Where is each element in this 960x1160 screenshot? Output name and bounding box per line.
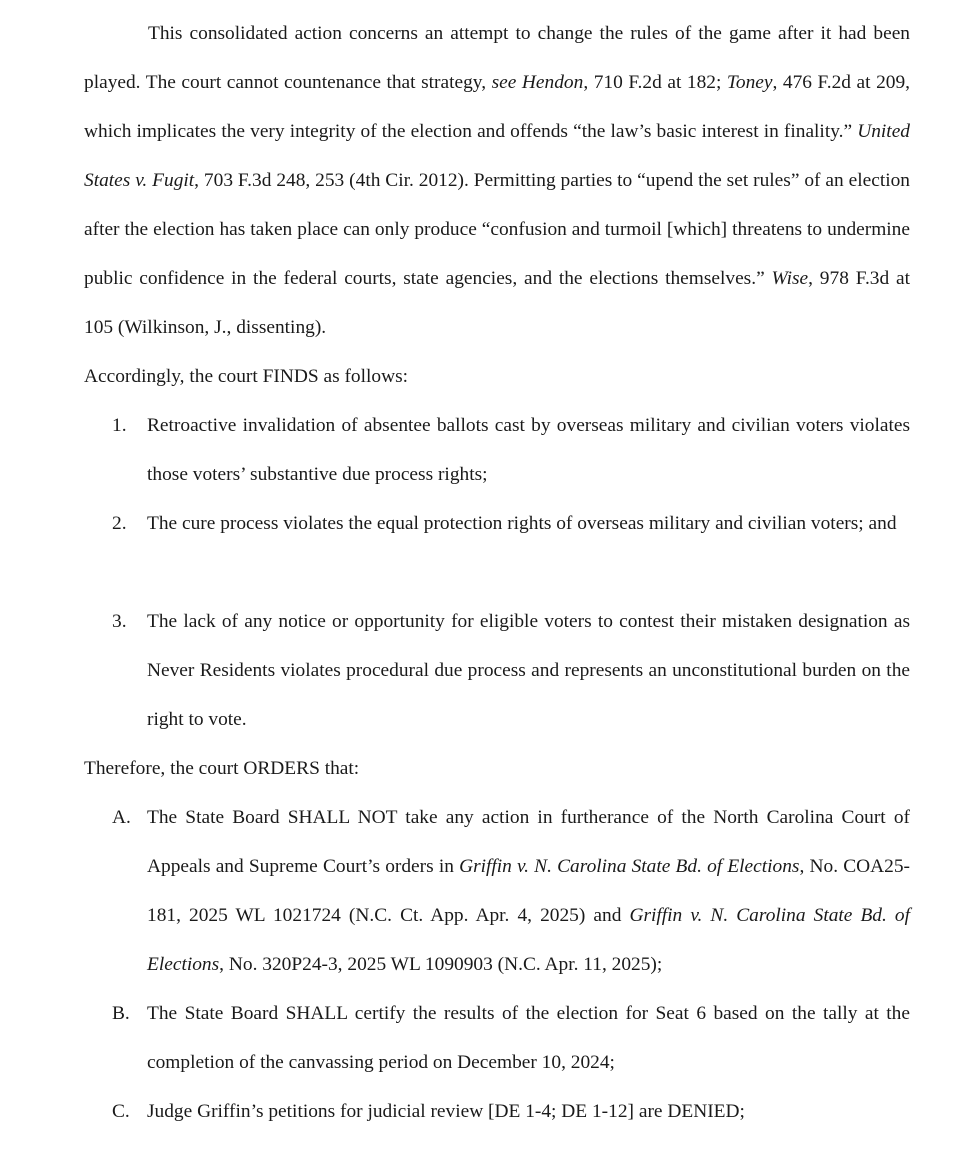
list-marker: 2. <box>112 513 127 534</box>
list-marker: A. <box>112 807 131 828</box>
finding-item <box>112 597 910 744</box>
list-marker: C. <box>112 1101 130 1122</box>
case-citation: Toney <box>726 72 773 93</box>
paragraph-text: , 476 F.2d at 209, which implicates the very integrity of the election and offends “the law’s basic interest in finality.” <box>84 72 911 142</box>
case-citation: see Hendon <box>491 72 584 93</box>
paragraph-text: , 978 F.3d at 105 (Wilkinson, J., dissenting). <box>84 268 910 338</box>
order-text-part: , No. COA25-181, 2025 WL 1021724 (N.C. Ct. App. Apr. 4, 2025) and <box>147 856 910 926</box>
list-marker: B. <box>112 1003 130 1024</box>
case-citation: United States v. Fugit <box>84 121 910 191</box>
order-text: Judge Griffin’s petitions for judicial review [DE 1-4; DE 1-12] are DENIED; <box>147 1101 745 1122</box>
order-item <box>112 793 910 989</box>
case-citation: Griffin v. N. Carolina State Bd. of Elections <box>147 905 910 975</box>
finding-text: The lack of any notice or opportunity for eligible voters to contest their mistaken designation as Never Residents violates procedural due process and represents an unconstitutional burden on the right to vote. <box>147 611 910 730</box>
orders-intro: Therefore, the court ORDERS that: <box>84 758 360 779</box>
case-citation: Griffin v. N. Carolina State Bd. of Elections <box>459 856 800 877</box>
opinion-paragraph <box>84 9 910 352</box>
order-text <box>147 793 910 989</box>
finding-text: The cure process violates the equal protection rights of overseas military and civilian voters; and <box>147 513 897 534</box>
finding-item <box>112 401 910 499</box>
order-text-part: , No. 320P24-3, 2025 WL 1090903 (N.C. Apr. 11, 2025); <box>219 954 663 975</box>
list-marker: 1. <box>112 415 127 436</box>
findings-intro: Accordingly, the court FINDS as follows: <box>84 366 409 387</box>
finding-item <box>112 499 910 548</box>
paragraph-text: This consolidated action concerns an attempt to change the rules of the game after it had been played. The court cannot countenance that strategy, <box>84 23 910 93</box>
order-item <box>112 1087 910 1136</box>
list-marker: 3. <box>112 611 127 632</box>
finding-text: Retroactive invalidation of absentee ballots cast by overseas military and civilian voters violates those voters’ substantive due process rights; <box>147 415 910 485</box>
case-citation: Wise <box>771 268 809 289</box>
paragraph-text: , 710 F.2d at 182; <box>583 72 727 93</box>
order-text-part: The State Board SHALL NOT take any action in furtherance of the North Carolina Court of Appeals and Supreme Court’s orders in <box>147 807 910 877</box>
order-text: The State Board SHALL certify the results of the election for Seat 6 based on the tally at the completion of the canvassing period on December 10, 2024; <box>147 1003 910 1073</box>
paragraph-text: , 703 F.3d 248, 253 (4th Cir. 2012). Permitting parties to “upend the set rules” of an election after the election has taken place can only produce “confusion and turmoil [which] threatens to undermine public confidence in the federal courts, state agencies, and the elections themselves.” <box>84 170 910 289</box>
order-item <box>112 989 910 1087</box>
